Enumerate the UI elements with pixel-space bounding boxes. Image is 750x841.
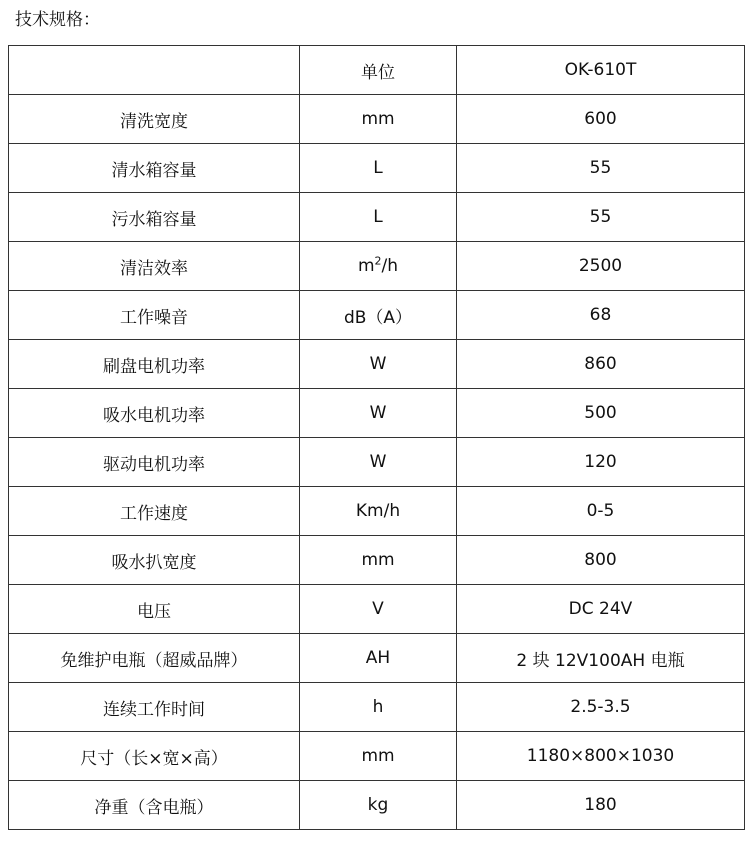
section-title: 技术规格： xyxy=(15,10,100,30)
header-model-cell: OK-610T xyxy=(457,46,745,95)
spec-value-cell: 2 块 12V100AH 电瓶 xyxy=(457,634,745,683)
unit-superscript: 2 xyxy=(374,254,382,268)
spec-name-cell: 电压 xyxy=(9,585,300,634)
spec-value-cell: 68 xyxy=(457,291,745,340)
table-row xyxy=(9,193,745,242)
table-row xyxy=(9,634,745,683)
spec-unit-cell: mm xyxy=(300,95,457,144)
spec-value-cell: DC 24V xyxy=(457,585,745,634)
spec-value-cell: 2.5-3.5 xyxy=(457,683,745,732)
spec-value-cell: 180 xyxy=(457,781,745,830)
spec-name-cell: 工作噪音 xyxy=(9,291,300,340)
spec-value-cell: 55 xyxy=(457,144,745,193)
unit-tail: /h xyxy=(381,256,399,276)
spec-name-cell: 污水箱容量 xyxy=(9,193,300,242)
spec-name-cell: 吸水扒宽度 xyxy=(9,536,300,585)
table-header-row xyxy=(9,46,745,95)
spec-unit-cell: kg xyxy=(300,781,457,830)
table-row xyxy=(9,438,745,487)
spec-value-cell: 55 xyxy=(457,193,745,242)
spec-table xyxy=(8,45,745,830)
spec-name-cell: 净重（含电瓶） xyxy=(9,781,300,830)
spec-unit-cell: AH xyxy=(300,634,457,683)
spec-value-cell: 500 xyxy=(457,389,745,438)
spec-unit-cell xyxy=(300,242,457,291)
spec-value-cell: 800 xyxy=(457,536,745,585)
spec-value-cell: 600 xyxy=(457,95,745,144)
table-row xyxy=(9,95,745,144)
table-row xyxy=(9,242,745,291)
spec-unit-cell: dB（A） xyxy=(300,291,457,340)
table-row xyxy=(9,585,745,634)
table-row xyxy=(9,683,745,732)
spec-name-cell: 尺寸（长×宽×高） xyxy=(9,732,300,781)
spec-name-cell: 清洁效率 xyxy=(9,242,300,291)
table-row xyxy=(9,536,745,585)
spec-name-cell: 免维护电瓶（超威品牌） xyxy=(9,634,300,683)
spec-unit-cell: V xyxy=(300,585,457,634)
header-name-cell xyxy=(9,46,300,95)
table-row xyxy=(9,487,745,536)
spec-unit-cell: h xyxy=(300,683,457,732)
spec-name-cell: 驱动电机功率 xyxy=(9,438,300,487)
spec-unit-cell: Km/h xyxy=(300,487,457,536)
spec-value-cell: 1180×800×1030 xyxy=(457,732,745,781)
table-row xyxy=(9,291,745,340)
spec-unit-cell: L xyxy=(300,144,457,193)
header-unit-cell: 单位 xyxy=(300,46,457,95)
spec-value-cell: 120 xyxy=(457,438,745,487)
table-row xyxy=(9,144,745,193)
table-row xyxy=(9,732,745,781)
spec-unit-cell: L xyxy=(300,193,457,242)
table-row xyxy=(9,389,745,438)
spec-unit-cell: mm xyxy=(300,732,457,781)
spec-name-cell: 工作速度 xyxy=(9,487,300,536)
spec-name-cell: 吸水电机功率 xyxy=(9,389,300,438)
spec-name-cell: 清水箱容量 xyxy=(9,144,300,193)
table-row xyxy=(9,340,745,389)
spec-name-cell: 清洗宽度 xyxy=(9,95,300,144)
spec-unit-cell: mm xyxy=(300,536,457,585)
spec-unit-cell: W xyxy=(300,340,457,389)
table-row xyxy=(9,781,745,830)
spec-value-cell: 2500 xyxy=(457,242,745,291)
spec-value-cell: 860 xyxy=(457,340,745,389)
unit-base: m xyxy=(357,256,375,276)
spec-unit-cell: W xyxy=(300,438,457,487)
spec-value-cell: 0-5 xyxy=(457,487,745,536)
spec-name-cell: 连续工作时间 xyxy=(9,683,300,732)
spec-name-cell: 刷盘电机功率 xyxy=(9,340,300,389)
spec-unit-cell: W xyxy=(300,389,457,438)
